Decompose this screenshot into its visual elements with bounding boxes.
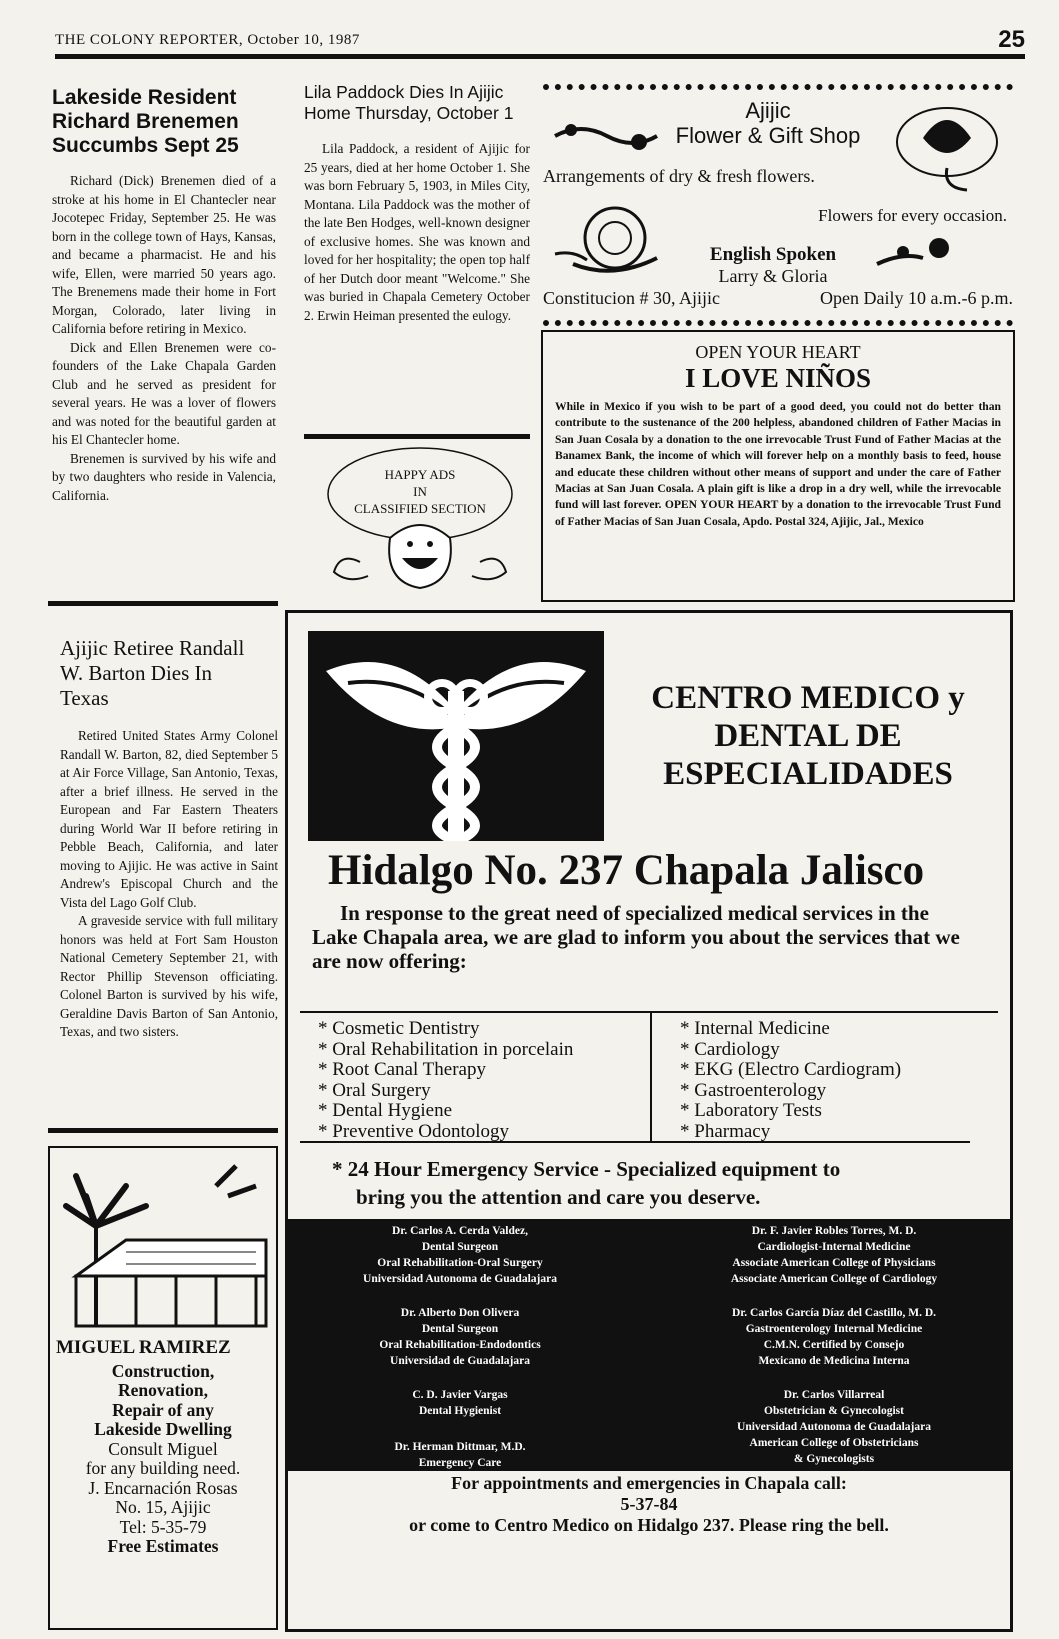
doctor-name: C. D. Javier Vargas (412, 1389, 508, 1401)
doctor-name: Dr. Carlos A. Cerda Valdez, (392, 1225, 528, 1237)
doctor-credential: Mexicano de Medicina Interna (758, 1355, 910, 1367)
miguel-line: No. 15, Ajijic (115, 1497, 211, 1517)
flower-sprig-icon (551, 116, 661, 156)
footer-line: or come to Centro Medico on Hidalgo 237. Please ring the bell. (409, 1515, 889, 1535)
shop-title-line: Ajijic (745, 98, 791, 123)
shop-title (653, 98, 883, 148)
article-paragraph: Richard (Dick) Brenemen died of a stroke at his home in El Chantecler near Jocotepec Friday, September 25. He was born in the college town of Hays, Kansas, and became a pharmacist. He and his wife, Ellen, were married 50 years ago. The Brenemens made their home in Fort Morgan, Colorado, later living in California before retiring in Mexico. (52, 173, 276, 336)
happy-ads-promo (320, 442, 520, 592)
shop-title-line: Flower & Gift Shop (675, 123, 861, 148)
shop-contact (683, 244, 863, 287)
article-body (60, 727, 278, 1042)
medical-services-list (680, 1019, 901, 1142)
happy-ads-line: IN (413, 484, 427, 499)
ninos-kicker: OPEN YOUR HEART (695, 342, 861, 362)
miguel-line: Construction, (111, 1360, 215, 1381)
caduceus-logo-block (308, 631, 604, 841)
medical-doctors (658, 1223, 1010, 1467)
shop-owners: Larry & Gloria (718, 266, 828, 286)
appointments-footer (288, 1473, 1010, 1536)
column-rule (304, 434, 530, 439)
doctors-directory (288, 1219, 1010, 1471)
centro-name-line: CENTRO MEDICO y (651, 680, 965, 716)
miguel-line: for any building need. (85, 1458, 241, 1478)
ninos-appeal-box (541, 330, 1015, 602)
doctor-credential: Dental Surgeon (421, 1241, 499, 1253)
small-flower-icon (873, 234, 963, 274)
dotted-border (543, 320, 1013, 326)
emergency-service (332, 1155, 840, 1211)
barton-article (60, 636, 278, 1042)
doctor-credential: Gastroenterology Internal Medicine (745, 1323, 923, 1335)
miguel-text (50, 1338, 276, 1557)
doctor-credential: Dental Surgeon (421, 1323, 499, 1335)
shop-address: Constitucion # 30, Ajijic (543, 288, 721, 308)
happy-ads-line: CLASSIFIED SECTION (354, 501, 486, 516)
service-item: * Preventive Odontology (318, 1122, 573, 1143)
doctor-credential: American College of Obstetricians (749, 1437, 919, 1449)
brenemen-article (52, 86, 276, 505)
miguel-line: Renovation, (118, 1380, 208, 1400)
centro-address: Hidalgo No. 237 Chapala Jalisco (328, 847, 925, 894)
column-rule (48, 1128, 278, 1133)
doctor-name: Dr. Herman Dittmar, M.D. (394, 1441, 526, 1453)
newspaper-dateline: THE COLONY REPORTER, October 10, 1987 (55, 32, 360, 48)
centro-name (618, 679, 998, 793)
service-item: * Cardiology (680, 1040, 901, 1061)
paddock-article (304, 82, 530, 325)
emergency-line: bring you the attention and care you deserve. (356, 1185, 761, 1209)
doctor-credential: & Gynecologists (793, 1453, 875, 1465)
doctor-credential: Associate American College of Physicians (732, 1257, 936, 1269)
service-item: * Root Canal Therapy (318, 1060, 573, 1081)
doctor-name: Dr. Alberto Don Olivera (400, 1307, 520, 1319)
ninos-title: I LOVE NIÑOS (684, 363, 872, 393)
doctor-entry (288, 1223, 632, 1287)
article-paragraph: Retired United States Army Colonel Randall W. Barton, 82, died September 5 at Air Force Village, San Antonio, Texas, after a brief illness. He served in the European and Far Eastern Theaters during World War II before retiring in Pebble Beach, California, and later moving to Ajijic. He was active in Saint Andrew's Episcopal Church and the Vista del Lago Golf Club. (60, 728, 278, 910)
house-illustration (56, 1156, 270, 1336)
centro-medico-ad (285, 610, 1013, 1632)
doctor-credential: Associate American College of Cardiology (730, 1273, 938, 1285)
emergency-line: * 24 Hour Emergency Service - Specialized equipment to (332, 1157, 841, 1181)
rose-bouquet-illustration (553, 194, 673, 284)
phone-number: 5-37-84 (620, 1494, 678, 1514)
services-divider (650, 1013, 652, 1141)
article-body (304, 140, 530, 325)
service-item: * Laboratory Tests (680, 1101, 901, 1122)
dotted-border (543, 84, 1013, 90)
doctor-credential: Obstetrician & Gynecologist (764, 1405, 904, 1417)
service-item: * Internal Medicine (680, 1019, 901, 1040)
centro-name-line: DENTAL DE (714, 718, 902, 754)
smiley-figure-illustration (320, 442, 520, 592)
caduceus-icon (308, 631, 604, 841)
lily-flower-illustration (883, 98, 1008, 194)
doctor-name: Dr. Carlos García Díaz del Castillo, M. D. (731, 1307, 937, 1319)
shop-english: English Spoken (709, 244, 837, 265)
doctor-name: Dr. Carlos Villarreal (783, 1389, 885, 1401)
service-item: * Cosmetic Dentistry (318, 1019, 573, 1040)
doctor-credential: Universidad Autonoma de Guadalajara (737, 1421, 931, 1433)
article-paragraph: A graveside service with full military honors was held at Fort Sam Houston National Cemetery September 21, with Rector Phillip Stevenson officiating. Colonel Barton is survived by his wife, Geraldine Davis Barton of San Antonio, Texas, and two sisters. (60, 913, 278, 1039)
service-item: * EKG (Electro Cardiogram) (680, 1060, 901, 1081)
doctor-credential: Oral Rehabilitation-Endodontics (379, 1339, 541, 1351)
service-item: * Oral Rehabilitation in porcelain (318, 1040, 573, 1061)
doctor-entry (658, 1387, 1010, 1467)
miguel-line: Consult Miguel (108, 1438, 218, 1459)
article-body (52, 172, 276, 505)
article-paragraph: Lila Paddock, a resident of Ajijic for 25 years, died at her home October 1. She was born February 5, 1903, in Miles City, Montana. Lila Paddock was the mother of the late Ben Hodges, well-known designer of exclusive homes. She was known and loved for her hospitality; the open top half of her Dutch door meant "Welcome." She was buried in Chapala Cemetery October 2. Erwin Heiman presented the eulogy. (304, 141, 530, 323)
shop-occasion: Flowers for every occasion. (818, 206, 1007, 225)
happy-ads-line: HAPPY ADS (384, 467, 456, 482)
service-item: * Dental Hygiene (318, 1101, 573, 1122)
doctor-credential: Dental Hygienist (418, 1405, 502, 1417)
article-paragraph: Dick and Ellen Brenemen were co-founders of the Lake Chapala Garden Club and he served as president for several years. He was a lover of flowers and was noted for the beautiful garden at his El Chantecler home. (52, 339, 276, 447)
page-number: 25 (998, 26, 1025, 53)
article-headline: Ajijic Retiree Randall W. Barton Dies In Texas (60, 636, 245, 710)
footer-line: For appointments and emergencies in Chapala call: (451, 1473, 847, 1493)
page-header (55, 26, 1025, 56)
centro-intro: In response to the great need of specialized medical services in the Lake Chapala area, we are glad to inform you about the services that we are now offering: (312, 901, 960, 973)
doctor-credential: Oral Rehabilitation-Oral Surgery (377, 1257, 543, 1269)
miguel-line: Tel: 5-35-79 (119, 1516, 207, 1537)
ninos-body: While in Mexico if you wish to be part of a good deed, you could not do better than contribute to the sustenance of the 200 helpless, abandoned children of Father Macias in San Juan Cosala by a donation to the one irrevocable Trust Fund of Father Macias at the Banamex Bank, the income of which will forever help on a monthly basis to feed, house and educate these children without other means of support and under the care of Father Macias at San Juan Cosala. A plain gift is like a drop in a dry well, while the irrevocable fund will last forever. OPEN YOUR HEART by a donation to the irrevocable Trust Fund of Father Macias of San Juan Cosala, Apdo. Postal 324, Ajijic, Jal., Mexico (555, 400, 1001, 528)
article-headline: Lakeside Resident Richard Brenemen Succumbs Sept 25 (52, 86, 239, 157)
doctor-entry (658, 1305, 1010, 1369)
service-item: * Oral Surgery (318, 1081, 573, 1102)
centro-name-line: ESPECIALIDADES (663, 756, 953, 792)
article-headline: Lila Paddock Dies In Ajijic Home Thursday, October 1 (304, 82, 514, 123)
shop-hours: Open Daily 10 a.m.-6 p.m. (820, 288, 1013, 308)
doctor-entry (288, 1387, 632, 1419)
miguel-name: MIGUEL RAMIREZ (56, 1337, 231, 1358)
doctor-credential: Emergency Care (418, 1457, 502, 1469)
dental-doctors (288, 1223, 632, 1471)
miguel-line: Repair of any (112, 1399, 214, 1420)
shop-tagline: Arrangements of dry & fresh flowers. (543, 166, 815, 186)
service-item: * Pharmacy (680, 1122, 901, 1143)
miguel-line: Free Estimates (107, 1536, 219, 1556)
services-top-rule (300, 1011, 998, 1013)
miguel-line: J. Encarnación Rosas (88, 1477, 238, 1498)
doctor-entry (288, 1439, 632, 1471)
happy-ads-text (320, 466, 520, 517)
doctor-credential: Universidad Autonoma de Guadalajara (363, 1273, 557, 1285)
doctor-entry (658, 1223, 1010, 1287)
services-bottom-rule (300, 1141, 970, 1143)
doctor-entry (288, 1305, 632, 1369)
flower-shop-ad (543, 94, 1013, 320)
dental-services-list (318, 1019, 573, 1142)
doctor-credential: C.M.N. Certified by Consejo (763, 1339, 905, 1351)
miguel-line: Lakeside Dwelling (94, 1419, 232, 1439)
service-item: * Gastroenterology (680, 1081, 901, 1102)
doctor-credential: Universidad de Guadalajara (390, 1355, 530, 1367)
doctor-name: Dr. F. Javier Robles Torres, M. D. (751, 1225, 917, 1237)
column-rule (48, 601, 278, 606)
miguel-ramirez-ad (48, 1146, 278, 1630)
header-rule (55, 54, 1025, 59)
article-paragraph: Brenemen is survived by his wife and by two daughters who reside in Valencia, California. (52, 450, 276, 503)
doctor-credential: Cardiologist-Internal Medicine (757, 1241, 911, 1253)
